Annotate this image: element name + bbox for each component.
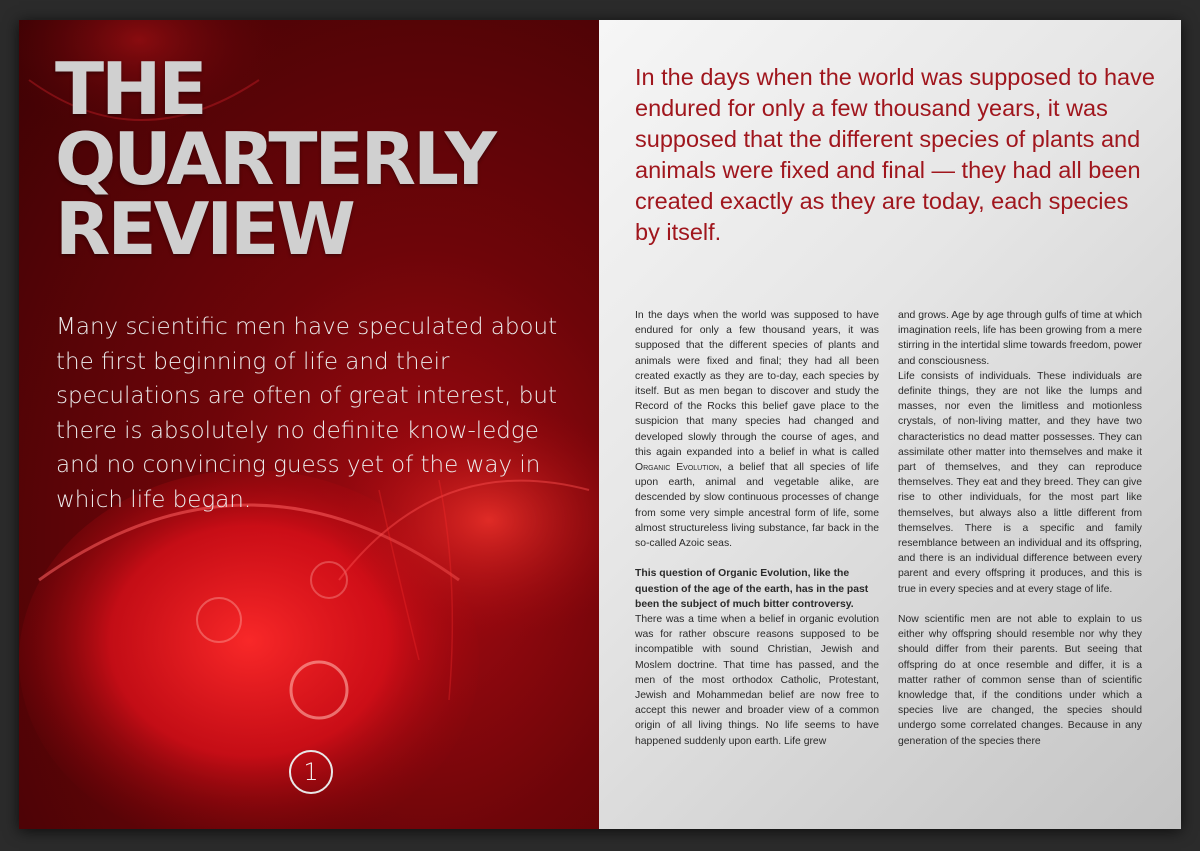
body-column-2	[898, 308, 1142, 749]
intro-paragraph: Many scientific men have speculated about the first beginning of life and their speculations are often of great interest, but there is absolutely no definite know-ledge and no convincing guess yet of the way in which life began.	[56, 314, 558, 513]
magazine-title	[55, 47, 595, 271]
body-column-1	[635, 308, 879, 749]
body-paragraph: Life consists of individuals. These individuals are definite things, they are not like the lumps and masses, nor even the limitless and motionless crystals, of non-living matter, and they have two characteristics no dead matter possesses. They can assimilate other matter into themselves and make it part of themselves, and they can reproduce themselves. They eat and they breed. They can give rise to other individuals, for the most part like themselves, but always also a little different from themselves. There is a specific and family resemblance between an individual and its offspring, and there is an individual difference between every parent and every offspring it produces, and this is true in every species and at every stage of life.	[898, 370, 1142, 595]
body-paragraph: There was a time when a belief in organic evolution was for rather obscure reasons supposed to be incompatible with sound Christian, Jewish and Moslem doctrine. That time has passed, and the men of the most orthodox Catholic, Protestant, Jewish and Mohammedan belief are now free to accept this newer and broader view of a common origin of all living things. No life seems to have happened suddenly upon earth. Life grew	[635, 614, 879, 747]
body-paragraph: Now scientific men are not able to explain to us either why offspring should resemble nor why they should differ from their parents. But seeing that offspring do at once resemble and differ, it is a matter rather of common sense than of scientific knowledge that, if the conditions under which a species live are changed, the species should undergo some correlated changes. Because in any generation of the species there	[898, 614, 1142, 747]
text-run: , a belief that all species of life upon earth, animal and vegetable alike, are descended by slow continuous processes of change from some very simple ancestral form of life, some almost structureless living substance, far back in the so-called Azoic seas.	[635, 462, 879, 550]
magazine-spread	[19, 20, 1181, 829]
body-paragraph: and grows. Age by age through gulfs of time at which imagination reels, life has been growing from a mere stirring in the intertidal slime towards freedom, power and consciousness.	[898, 310, 1142, 367]
right-page	[599, 20, 1181, 829]
text-run: In the days when the world was supposed to have endured for only a few thousand years, it was supposed that the different species of plants and animals were fixed and final; they had all been created exactly as they are to-day, each species by itself. But as men began to discover and study the Record of the Rocks this belief gave place to the suspicion that many species had changed and developed slowly through the course of ages, and this again expanded into a belief in what is called	[635, 310, 879, 458]
subheading: This question of Organic Evolution, like the question of the age of the earth, has in the past been the subject of much bitter controversy.	[635, 568, 869, 610]
pull-quote: In the days when the world was supposed to have endured for only a few thousand years, it was supposed that the different species of plants and animals were fixed and final — they had all been created exactly as they are today, each species by itself.	[635, 64, 1155, 245]
page-number-badge: 1	[289, 750, 333, 794]
small-caps-term: Organic Evolution	[635, 462, 719, 474]
title-line: QUARTERLY	[55, 117, 494, 201]
left-page	[19, 20, 599, 829]
body-paragraph	[635, 308, 879, 551]
title-line: REVIEW	[55, 187, 353, 271]
title-line: THE	[55, 47, 205, 131]
